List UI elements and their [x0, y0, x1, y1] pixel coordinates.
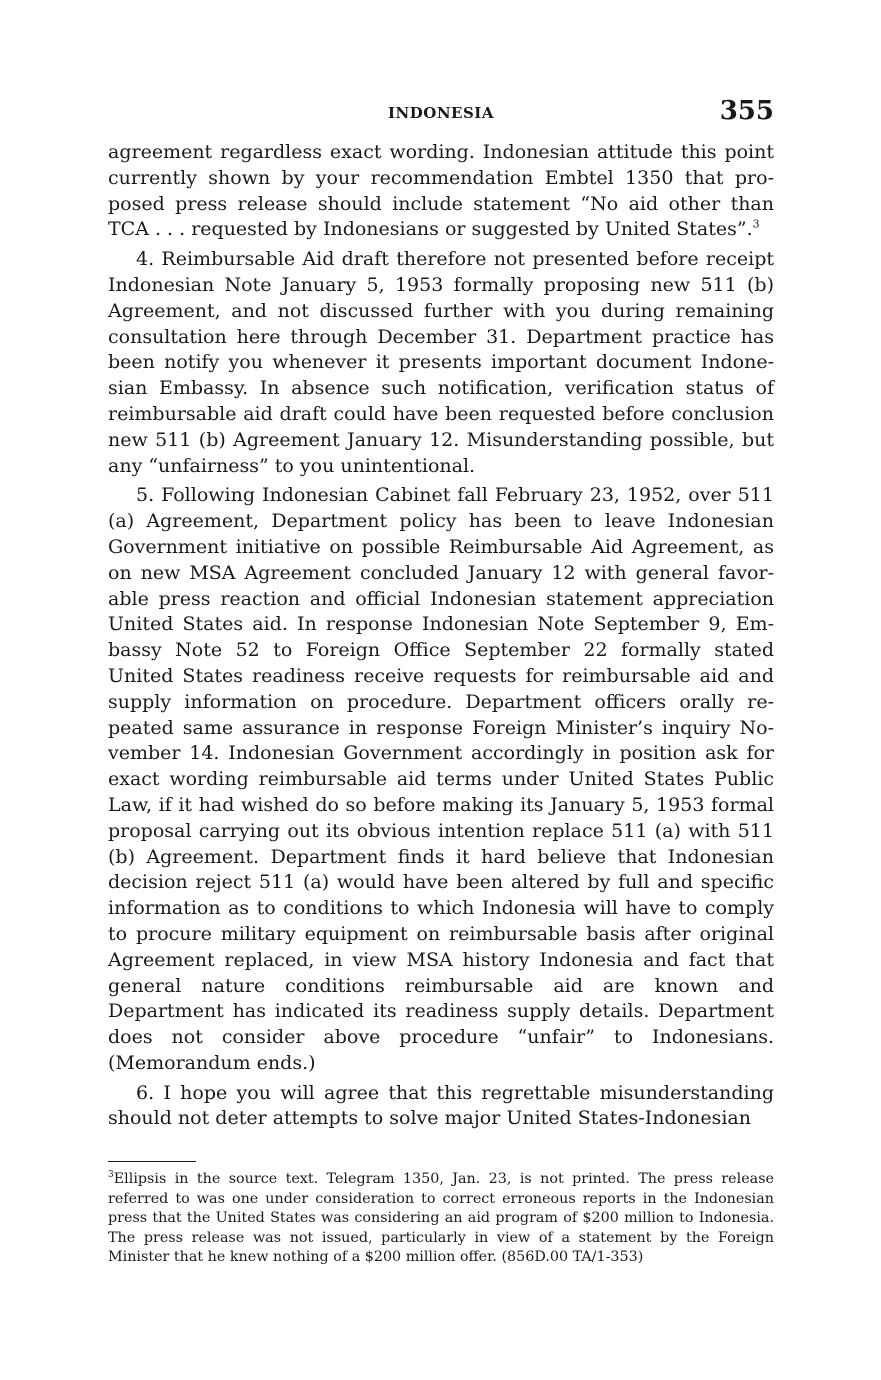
paragraph-5: 5. Following Indonesian Cabinet fall February 23, 1952, over 511 (a) Agreement, Department policy has been to leave Indonesian Government initiative on possible Reimbursable Aid Agreement, as on new MSA Agreement concluded January 12 with general favorable press reaction and official Indonesian statement appreciation United States aid. In response Indonesian Note September 9, Embassy Note 52 to Foreign Office September 22 formally stated United States readiness receive requests for reimbursable aid and supply information on procedure. Department officers orally repeated same assurance in response Foreign Minister’s inquiry November 14. Indonesian Government accordingly in position ask for exact wording reimbursable aid terms under United States Public Law, if it had wished do so before making its January 5, 1953 formal proposal carrying out its obvious intention replace 511 (a) with 511 (b) Agreement. Department finds it hard believe that Indonesian decision reject 511 (a) would have been altered by full and specific information as to conditions to which Indonesia will have to comply to procure military equipment on reimbursable basis after original Agreement replaced, in view MSA history Indonesia and fact that general nature conditions reimbursable aid are known and Department has indicated its readiness supply details. Department does not consider above procedure “unfair” to Indonesians. (Memorandum ends.) — [108, 484, 774, 1074]
footnote-marker: 3 — [108, 1170, 114, 1181]
paragraph-continuation — [108, 140, 774, 243]
footnote-3 — [108, 1170, 774, 1268]
footnote-reference: 3 — [752, 218, 760, 232]
paragraph-4: 4. Reimbursable Aid draft therefore not presented before receipt Indonesian Note January 5, 1953 formally proposing new 511 (b) Agreement, and not discussed further with you during remaining consultation here through December 31. Department practice has been notify you whenever it presents important document Indonesian Embassy. In absence such notification, verification status of reimbursable aid draft could have been requested before conclusion new 511 (b) Agreement January 12. Misunderstanding possible, but any “unfairness” to you unintentional. — [108, 248, 774, 477]
paragraph-6: 6. I hope you will agree that this regrettable misunderstanding should not deter attempts to solve major United States-Indonesian — [108, 1081, 774, 1130]
footnote-divider — [108, 1161, 196, 1162]
running-title: INDONESIA — [388, 104, 494, 122]
body-text — [108, 140, 774, 1132]
footnote-text: Ellipsis in the source text. Telegram 1350, Jan. 23, is not printed. The press release referred to was one under consideration to correct erroneous reports in the Indonesian press that the United States was considering an aid program of $200 million to Indonesia. The press release was not issued, particularly in view of a statement by the Foreign Minister that he knew nothing of a $200 million offer. (856D.00 TA/1-353) — [108, 1171, 774, 1266]
running-head — [108, 96, 774, 130]
paragraph-text: agreement regardless exact wording. Indonesian attitude this point currently shown by your recommendation Embtel 1350 that proposed press release should include statement “No aid other than TCA . . . requested by Indonesians or suggested by United States”. — [108, 141, 774, 241]
footnotes — [108, 1170, 774, 1268]
page-number: 355 — [719, 96, 774, 126]
